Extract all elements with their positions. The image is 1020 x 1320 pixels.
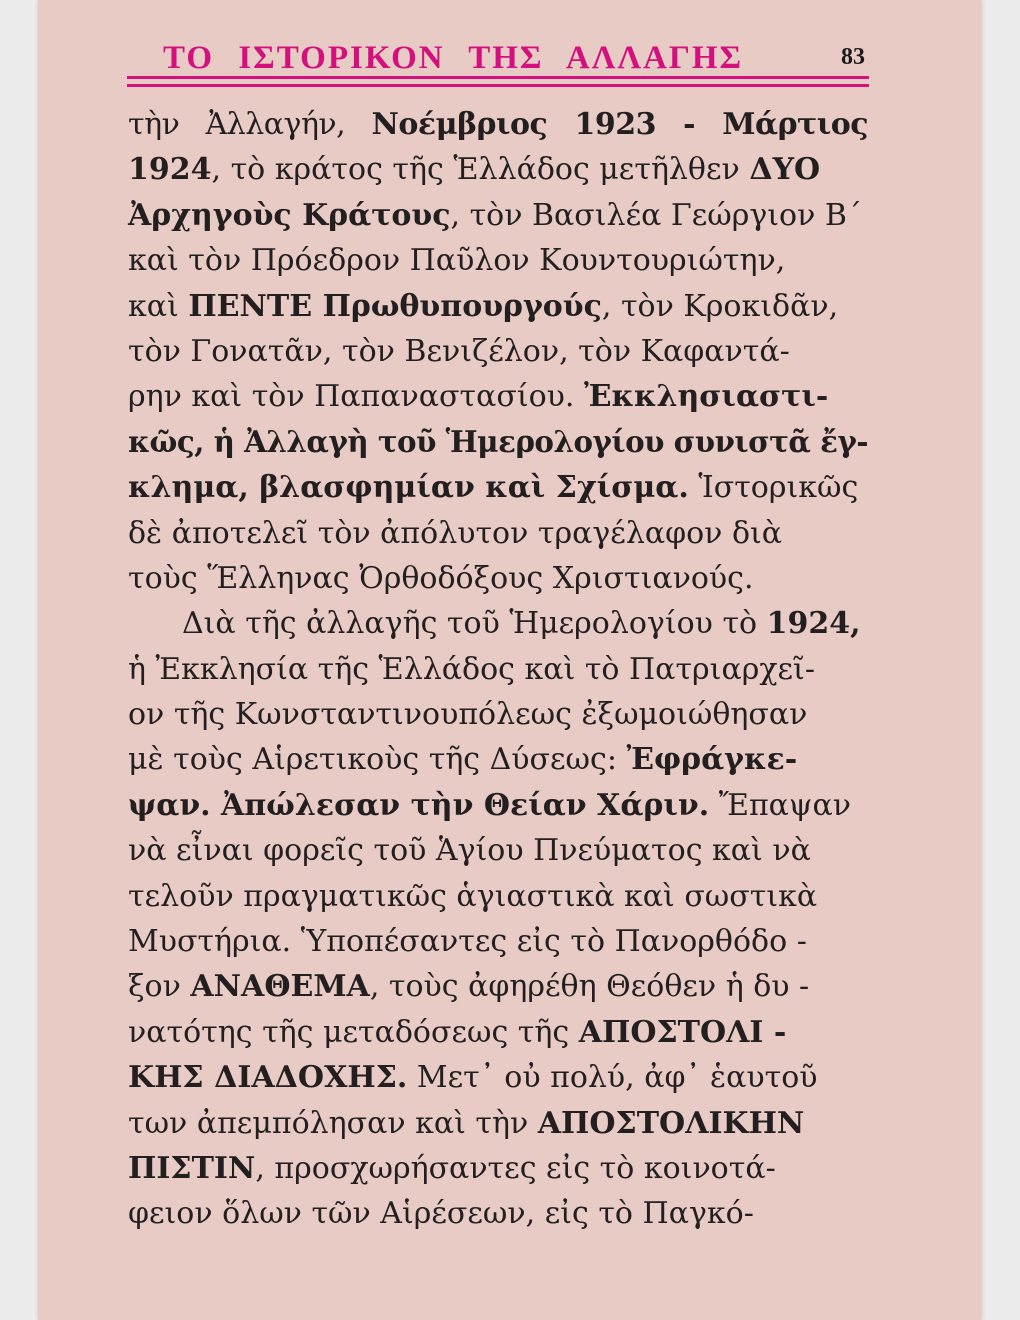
bold-text-run: ΑΝΑΘΕΜΑ (190, 969, 370, 1005)
page-number: 83 (841, 44, 865, 70)
text-run: ἡ Ἐκκλησία τῆς Ἑλλάδος καὶ τὸ Πατριαρχεῖ- (128, 651, 815, 687)
text-run: , τὸ κράτος τῆς Ἑλλάδος μετῆλθεν (211, 152, 750, 188)
bold-text-run: Νοέμβριος 1923 - Μάρτιος (371, 107, 868, 142)
bold-text-run: Ἀρχηγοὺς Κράτους (128, 197, 451, 233)
text-line (128, 1101, 868, 1146)
text-line (128, 511, 868, 556)
bold-text-run: κλημα, βλασφημίαν καὶ Σχίσμα. (128, 470, 689, 506)
text-line (128, 374, 868, 419)
text-run: τὸν Γονατᾶν, τὸν Βενιζέλον, τὸν Καφαντά- (128, 333, 790, 369)
bold-text-run: ΑΠΟΣΤΟΛΙΚΗΝ (537, 1105, 805, 1141)
text-run: , τὸν Βασιλέα Γεώργιον Β΄ (450, 197, 862, 233)
text-run: μὲ τοὺς Αἱρετικοὺς τῆς Δύσεως: (128, 742, 627, 778)
header-rule-bottom (127, 84, 869, 87)
bold-text-run: ΔΥΟ (749, 152, 821, 188)
text-line (128, 828, 868, 873)
text-run: ξον (128, 969, 191, 1005)
bold-text-run: Ἐκκλησιαστι- (583, 379, 829, 415)
text-line (128, 329, 868, 374)
text-run: , τὸν Κροκιδᾶν, (601, 288, 839, 324)
text-run: ρην καὶ τὸν Παπαναστασίου. (128, 379, 584, 415)
text-line (128, 147, 868, 192)
text-line (128, 193, 868, 238)
text-line (128, 783, 868, 828)
text-run: Διὰ τῆς ἀλλαγῆς τοῦ Ἡμερολογίου τὸ (182, 606, 767, 642)
text-line (128, 284, 868, 329)
text-line (128, 238, 868, 283)
bold-text-run: 1924 (128, 152, 212, 188)
text-run: καὶ (128, 288, 189, 324)
text-line (128, 556, 868, 601)
text-line (128, 102, 868, 147)
bold-text-run: κῶς, ἡ Ἀλλαγὴ τοῦ Ἡμερολογίου συνιστᾶ ἔγ- (128, 424, 868, 460)
text-run: νὰ εἶναι φορεῖς τοῦ Ἁγίου Πνεύματος καὶ νὰ (128, 833, 811, 869)
running-title: ΤΟ ΙΣΤΟΡΙΚΟΝ ΤΗΣ ΑΛΛΑΓΗΣ (163, 40, 744, 76)
text-line (128, 1146, 868, 1191)
text-run: δὲ ἀποτελεῖ τὸν ἀπόλυτον τραγέλαφον διὰ (128, 515, 783, 551)
bold-text-run: Ἐφράγκε- (626, 742, 798, 778)
text-line (128, 874, 868, 919)
bold-text-run: ΠΕΝΤΕ Πρωθυπουργούς (188, 288, 602, 324)
text-run: τελοῦν πραγματικῶς ἁγιαστικὰ καὶ σωστικὰ (128, 878, 818, 914)
body-text (128, 102, 868, 1237)
text-line (128, 647, 868, 692)
bold-text-run: ΠΙΣΤΙΝ (128, 1150, 256, 1186)
text-line (128, 692, 868, 737)
bold-text-run: ΚΗΣ ΔΙΑΔΟΧΗΣ. (128, 1060, 408, 1096)
text-run: ον τῆς Κωνσταντινουπόλεως ἐξωμοιώθησαν (128, 697, 808, 733)
bold-text-run: 1924, (766, 606, 861, 642)
text-line (128, 465, 868, 510)
text-line (128, 601, 868, 646)
bold-text-run: ΑΠΟΣΤΟΛΙ - (578, 1014, 787, 1050)
text-run: τὴν Ἀλλαγήν, (128, 107, 372, 142)
text-line (128, 1010, 868, 1055)
text-run: φειον ὅλων τῶν Αἱρέσεων, εἰς τὸ Παγκό- (128, 1196, 754, 1232)
text-run: Μυστήρια. Ὑποπέσαντες εἰς τὸ Πανορθόδο - (128, 924, 807, 960)
text-run: Μετ᾽ οὐ πολύ, ἀφ᾽ ἑαυτοῦ (407, 1060, 818, 1096)
page-header (127, 38, 869, 80)
text-run: , προσχωρήσαντες εἰς τὸ κοινοτά- (255, 1150, 776, 1186)
paragraph (128, 102, 868, 601)
header-rule-top (127, 76, 869, 79)
text-run: Ἔπαψαν (709, 787, 851, 823)
text-line (128, 1191, 868, 1236)
text-line (128, 737, 868, 782)
text-run: των ἀπεμπόλησαν καὶ τὴν (128, 1105, 538, 1141)
text-line (128, 919, 868, 964)
text-run: τοὺς Ἕλληνας Ὀρθοδόξους Χριστιανούς. (128, 560, 754, 596)
text-line (128, 1055, 868, 1100)
bold-text-run: ψαν. Ἀπώλεσαν τὴν Θείαν Χάριν. (128, 787, 710, 823)
text-run: καὶ τὸν Πρόεδρον Παῦλον Κουντουριώτην, (128, 243, 786, 279)
text-line (128, 964, 868, 1009)
text-line (128, 420, 868, 465)
text-run: Ἱστορικῶς (688, 470, 859, 506)
text-run: , τοὺς ἀφηρέθη Θεόθεν ἡ δυ - (369, 969, 810, 1005)
text-run: νατότης τῆς μεταδόσεως τῆς (128, 1014, 579, 1050)
paragraph (128, 601, 868, 1236)
